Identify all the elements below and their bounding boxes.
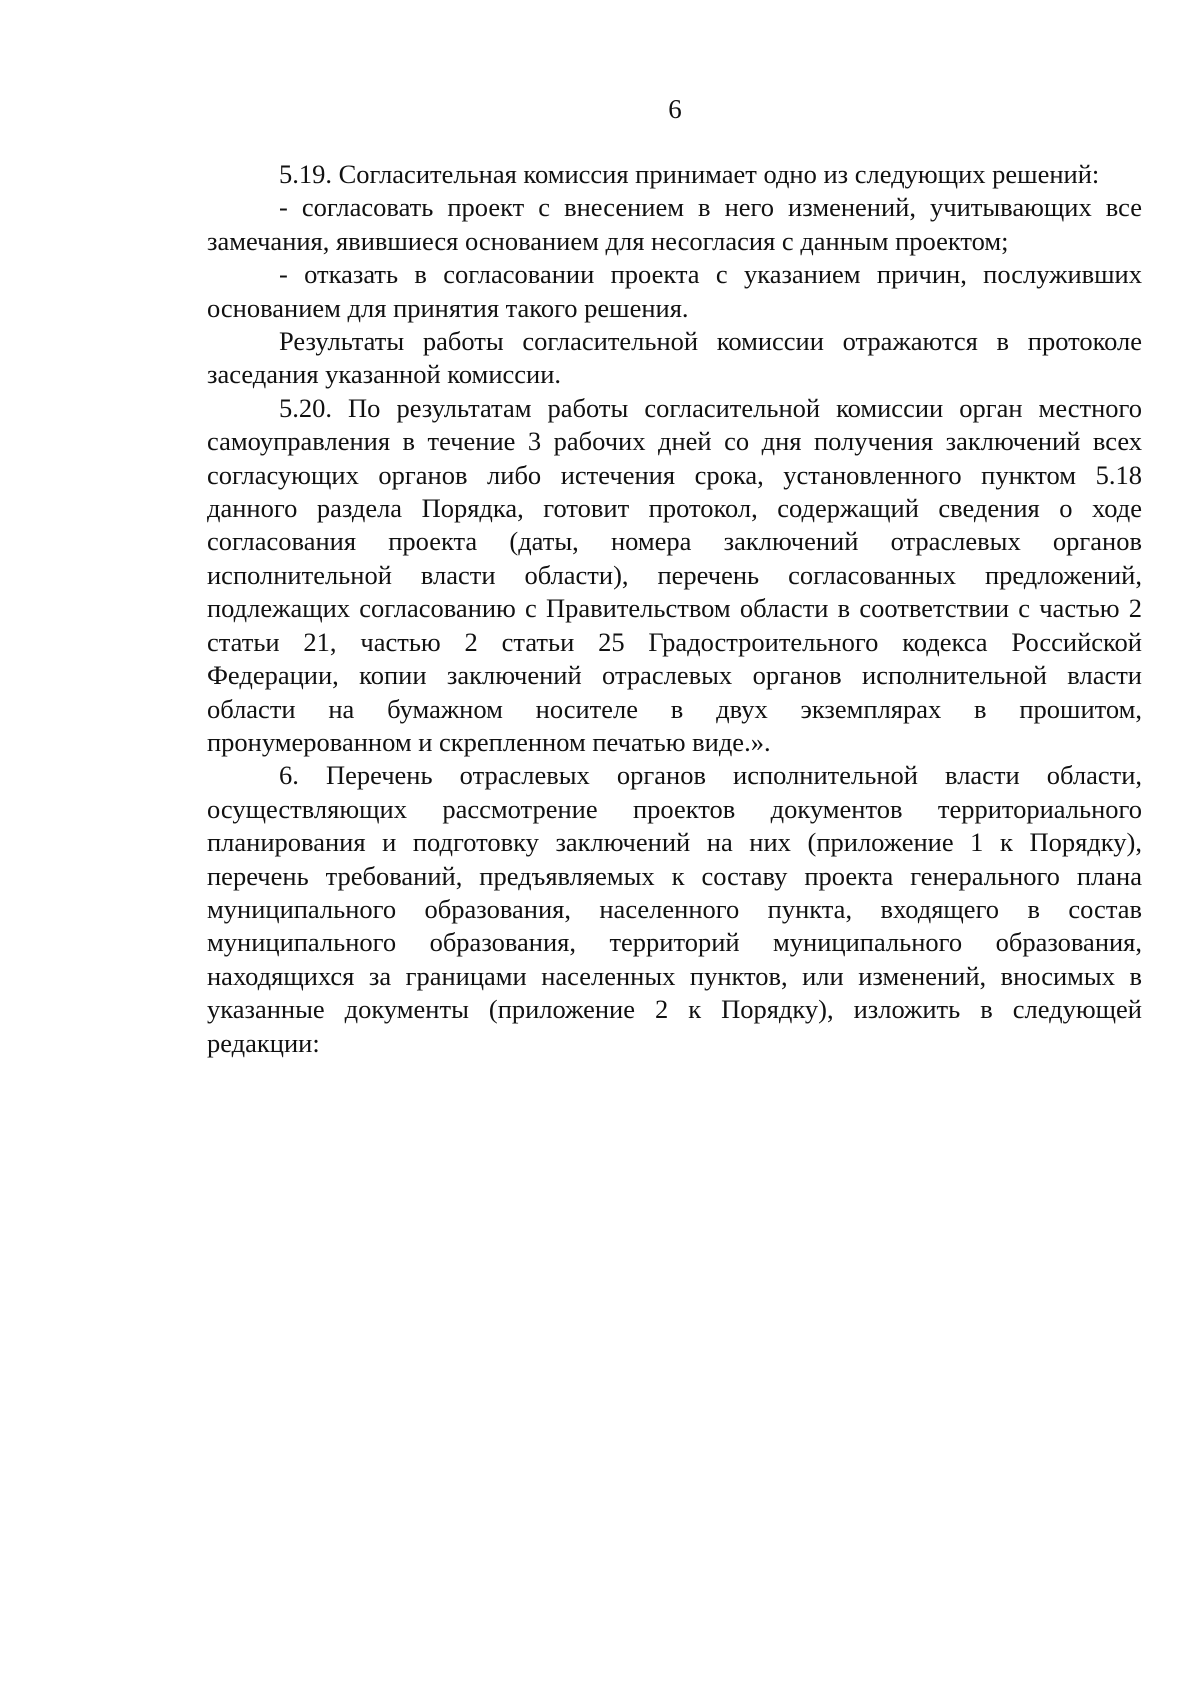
page-number: 6 — [668, 94, 682, 124]
paragraph-5-20: 5.20. По результатам работы согласительной комиссии орган местного самоуправления в течение 3 рабочих дней со дня получения заключений всех согласующих органов либо истечения срока, установленного пунктом 5.18 данного раздела Порядка, готовит протокол, содержащий сведения о ходе согласования проекта (даты, номера заключений отраслевых органов исполнительной власти области), перечень согласованных предложений, подлежащих согласованию с Правительством области в соответствии с частью 2 статьи 21, частью 2 статьи 25 Градостроительного кодекса Российской Федерации, копии заключений отраслевых органов исполнительной власти области на бумажном носителе в двух экземплярах в прошитом, пронумерованном и скрепленном печатью виде.». — [207, 392, 1142, 757]
paragraph-6: 6. Перечень отраслевых органов исполнительной власти области, осуществляющих рассмотрение проектов документов территориального планирования и подготовку заключений на них (приложение 1 к Порядку), перечень требований, предъявляемых к составу проекта генерального плана муниципального образования, населенного пункта, входящего в состав муниципального образования, территорий муниципального образования, находящихся за границами населенных пунктов, или изменений, вносимых в указанные документы (приложение 2 к Порядку), изложить в следующей редакции: — [207, 760, 1142, 1058]
paragraph-refuse-option: - отказать в согласовании проекта с указанием причин, послуживших основанием для принятия такого решения. — [207, 259, 1142, 323]
paragraph-commission-results: Результаты работы согласительной комиссии отражаются в протоколе заседания указанной комиссии. — [207, 326, 1142, 390]
document-body — [207, 158, 1142, 1060]
paragraph-approve-option: - согласовать проект с внесением в него изменений, учитывающих все замечания, явившиеся основанием для несогласия с данным проектом; — [207, 192, 1142, 256]
paragraph-5-19: 5.19. Согласительная комиссия принимает одно из следующих решений: — [279, 159, 1100, 189]
